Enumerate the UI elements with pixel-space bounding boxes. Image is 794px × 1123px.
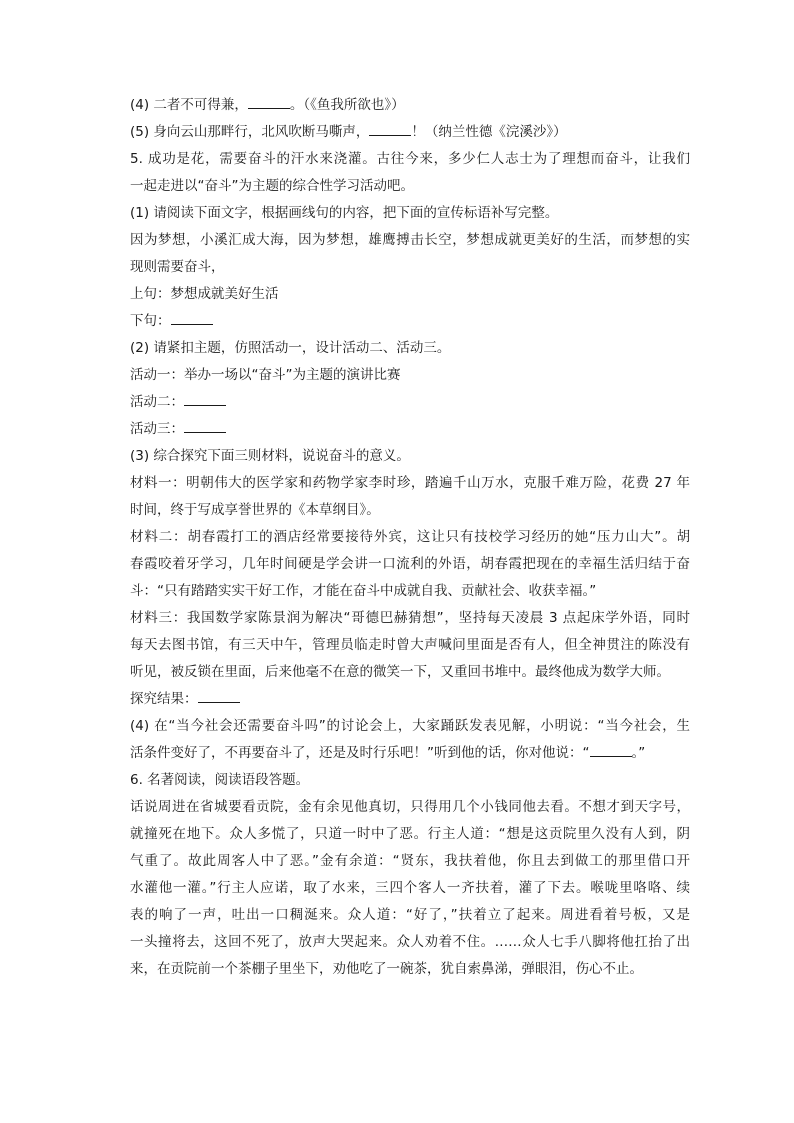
line-text: 。” [631, 745, 646, 761]
answer-blank[interactable] [248, 92, 290, 109]
reading-passage-line: 表的响了一声，吐出一口稠涎来。众人道：“好了，”扶着立了起来。周进看着号板，又是 [130, 907, 690, 923]
upper-couplet: 上句：梦想成就美好生活 [130, 286, 279, 302]
sub-question-1: (1) 请阅读下面文字，根据画线句的内容，把下面的宣传标语补写完整。 [130, 205, 559, 221]
reading-passage-line: 话说周进在省城要看贡院，金有余见他真切，只得用几个小钱同他去看。不想才到天字号， [130, 799, 690, 815]
activity-two [130, 389, 690, 416]
material-two-cont: 春霞咬着牙学习，几年时间硬是学会讲一口流利的外语，胡春霞把现在的幸福生活归结于奋 [130, 556, 690, 572]
problem-5-heading: 5. 成功是花，需要奋斗的汗水来浇灌。古往今来，多少仁人志士为了理想而奋斗，让我们 [130, 151, 690, 167]
question-4-line [130, 92, 690, 119]
material-three-cont: 每天去图书馆，有三天中午，管理员临走时曾大声喊问里面是否有人，但全神贯注的陈没有 [130, 637, 690, 653]
activity-one: 活动一：举办一场以“奋斗”为主题的演讲比赛 [130, 367, 401, 383]
reading-passage-line: 一头撞将去，这回不死了，放声大哭起来。众人劝着不住。……众人七手八脚将他扛抬了出 [130, 934, 690, 950]
sub-question-2: (2) 请紧扣主题，仿照活动一，设计活动二、活动三。 [130, 340, 451, 356]
answer-blank[interactable] [171, 308, 213, 325]
material-two-cont: 斗：“只有踏踏实实干好工作，才能在奋斗中成就自我、贡献社会、收获幸福。” [130, 583, 597, 599]
line-text: 下句： [130, 313, 171, 329]
reading-passage-line: 来，在贡院前一个茶棚子里坐下，劝他吃了一碗茶，犹自索鼻涕，弹眼泪，伤心不止。 [130, 961, 643, 977]
line-text: 探究结果： [130, 691, 198, 707]
reading-passage-line: 就撞死在地下。众人多慌了，只道一时中了恶。行主人道：“想是这贡院里久没有人到，阴 [130, 826, 690, 842]
exploration-result [130, 686, 690, 713]
document-body [130, 92, 690, 983]
activity-three [130, 416, 690, 443]
sub-question-4-cont [130, 740, 690, 767]
line-text: 活条件变好了，不再要奋斗了，还是及时行乐吧！”听到他的话，你对他说：“ [130, 745, 590, 761]
line-text: ！（纳兰性德《浣溪沙》） [411, 124, 567, 140]
passage-line: 因为梦想，小溪汇成大海，因为梦想，雄鹰搏击长空，梦想成就更美好的生活，而梦想的实 [130, 232, 690, 248]
sub-question-4: (4) 在“当今社会还需要奋斗吗”的讨论会上，大家踊跃发表见解，小明说：“当今社会，生 [130, 718, 690, 734]
reading-passage-line: 水灌他一灌。”行主人应诺，取了水来，三四个客人一齐扶着，灌了下去。喉咙里咯咯、续 [130, 880, 690, 896]
material-three-cont: 听见，被反锁在里面，后来他毫不在意的微笑一下，又重回书堆中。最终他成为数学大师。 [130, 664, 670, 680]
question-5-line [130, 119, 690, 146]
problem-5-heading-cont: 一起走进以“奋斗”为主题的综合性学习活动吧。 [130, 178, 414, 194]
problem-6-heading: 6. 名著阅读，阅读语段答题。 [130, 772, 310, 788]
line-text: (5) 身向云山那畔行，北风吹断马嘶声， [130, 124, 370, 140]
answer-blank[interactable] [184, 416, 226, 433]
material-one: 材料一：明朝伟大的医学家和药物学家李时珍，踏遍千山万水，克服千难万险，花费 27 年 [130, 475, 690, 491]
line-text: 活动三： [130, 421, 184, 437]
lower-couplet [130, 308, 690, 335]
passage-line: 现则需要奋斗， [130, 259, 225, 275]
material-two: 材料二：胡春霞打工的酒店经常要接待外宾，这让只有技校学习经历的她“压力山大”。胡 [130, 529, 690, 545]
answer-blank[interactable] [590, 740, 632, 757]
material-one-cont: 时间，终于写成享誉世界的《本草纲目》。 [130, 502, 380, 518]
line-text: (4) 二者不可得兼， [130, 97, 248, 113]
material-three: 材料三：我国数学家陈景润为解决“哥德巴赫猜想”，坚持每天凌晨 3 点起床学外语，同时 [130, 610, 690, 626]
reading-passage-line: 气重了。故此周客人中了恶。”金有余道：“贤东，我扶着他，你且去到做工的那里借口开 [130, 853, 690, 869]
sub-question-3: (3) 综合探究下面三则材料，说说奋斗的意义。 [130, 448, 410, 464]
answer-blank[interactable] [184, 389, 226, 406]
line-text: 。（《鱼我所欲也》） [289, 97, 405, 113]
answer-blank[interactable] [369, 119, 411, 136]
line-text: 活动二： [130, 394, 184, 410]
answer-blank[interactable] [198, 686, 240, 703]
